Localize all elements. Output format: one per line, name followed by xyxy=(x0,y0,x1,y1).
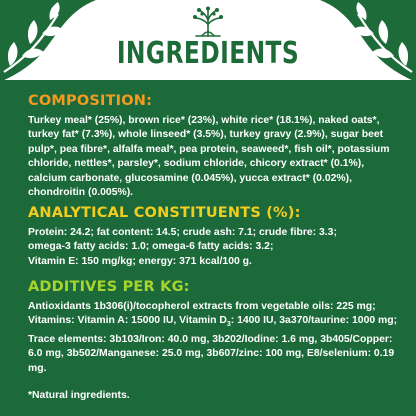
page-title: INGREDIENTS xyxy=(116,36,300,71)
header xyxy=(0,0,416,80)
additives-heading: ADDITIVES PER KG: xyxy=(28,279,190,295)
additives-text-part: Antioxidants 1b306(i)/tocopherol extracts from vegetable oils: 225 mg; Vitamins: Vitamin A: 15000 IU, Vitamin D xyxy=(28,301,376,327)
additives-text-part: : 1400 IU, 3a370/taurine: 1000 mg; Trace elements: 3b103/Iron: 40.0 mg, 3b202/Iodine: 1.6 mg, 3b405/Copper: 6.0 mg, 3b502/Manganese: 25.0 mg, 3b607/zinc: 100 mg, E8/selenium: 0.19 mg. xyxy=(28,315,398,374)
analytical-line: Vitamin E: 150 mg/kg; energy: 371 kcal/100 g. xyxy=(28,255,252,267)
additives-text xyxy=(28,300,398,376)
analytical-section xyxy=(28,204,398,269)
additives-section xyxy=(28,278,398,376)
analytical-heading: ANALYTICAL CONSTITUENTS (%): xyxy=(28,205,301,221)
analytical-line: omega-3 fatty acids: 1.0; omega-6 fatty acids: 3.2; xyxy=(28,241,274,253)
composition-heading: COMPOSITION: xyxy=(28,93,153,109)
footnote: *Natural ingredients. xyxy=(28,390,130,401)
tree-logo-icon xyxy=(188,6,228,38)
analytical-text xyxy=(28,226,398,269)
analytical-line: Protein: 24.2; fat content: 14.5; crude ash: 7.1; crude fibre: 3.3; xyxy=(28,227,337,238)
composition-text: Turkey meal* (25%), brown rice* (23%), white rice* (18.1%), naked oats*, turkey fat* (7.3%), whole linseed* (3.5%), turkey gravy (2.9%), sugar beet pulp*, pea fibre*, alfalfa meal*, pea protein, seaweed*, fish oil*, potassium chloride, nettles*, parsley*, sodium chloride, chicory extract* (0.1%), calcium carbonate, glucosamine (0.045%), yucca extract* (0.02%), chondroitin (0.005%). xyxy=(28,115,390,199)
vitamin-d-subscript: 3 xyxy=(226,321,231,329)
composition-section xyxy=(28,92,398,200)
ingredients-panel xyxy=(0,80,416,416)
